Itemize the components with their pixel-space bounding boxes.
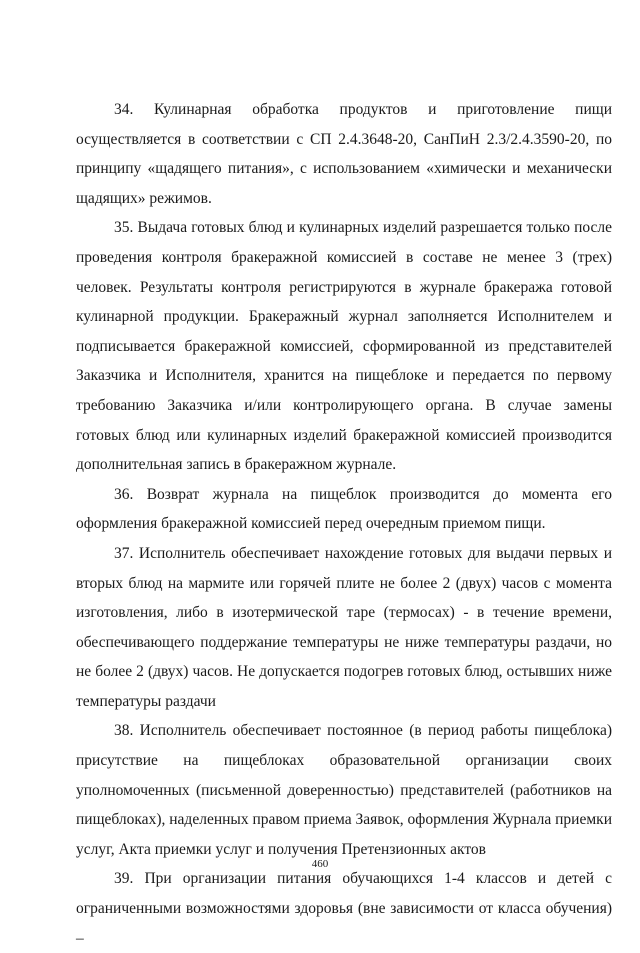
document-body (76, 95, 612, 953)
paragraph-38: 38. Исполнитель обеспечивает постоянное (в период работы пищеблока) присутствие на пищеблоках образовательной организации своих уполномоченных (письменной доверенностью) представителей (работников на пищеблоках), наделенных правом приема Заявок, оформления Журнала приемки услуг, Акта приемки услуг и получения Претензионных актов (76, 722, 612, 858)
paragraph-37: 37. Исполнитель обеспечивает нахождение готовых для выдачи первых и вторых блюд на мармите или горячей плите не более 2 (двух) часов с момента изготовления, либо в изотермической таре (термосах) - в течение времени, обеспечивающего поддержание температуры не ниже температуры раздачи, но не более 2 (двух) часов. Не допускается подогрев готовых блюд, остывших ниже температуры раздачи (76, 544, 612, 710)
paragraph-35: 35. Выдача готовых блюд и кулинарных изделий разрешается только после проведения контроля бракеражной комиссией в составе не менее 3 (трех) человек. Результаты контроля регистрируются в журнале бракеража готовой кулинарной продукции. Бракеражный журнал заполняется Исполнителем и подписывается бракеражной комиссией, сформированной из представителей Заказчика и Исполнителя, хранится на пищеблоке и передается по первому требованию Заказчика и/или контролирующего органа. В случае замены готовых блюд или кулинарных изделий бракеражной комиссией производится дополнительная запись в бракеражном журнале. (76, 219, 612, 474)
paragraph-39: 39. При организации питания обучающихся 1-4 классов и детей с ограниченными возможностями здоровья (вне зависимости от класса обучения) – (76, 870, 612, 947)
paragraph-36: 36. Возврат журнала на пищеблок производится до момента его оформления бракеражной комиссией перед очередным приемом пищи. (76, 485, 612, 533)
page-number: 460 (311, 858, 329, 870)
paragraph-34: 34. Кулинарная обработка продуктов и приготовление пищи осуществляется в соответствии с СП 2.4.3648-20, СанПиН 2.3/2.4.3590-20, по принципу «щадящего питания», с использованием «химически и механически щадящих» режимов. (76, 101, 612, 207)
